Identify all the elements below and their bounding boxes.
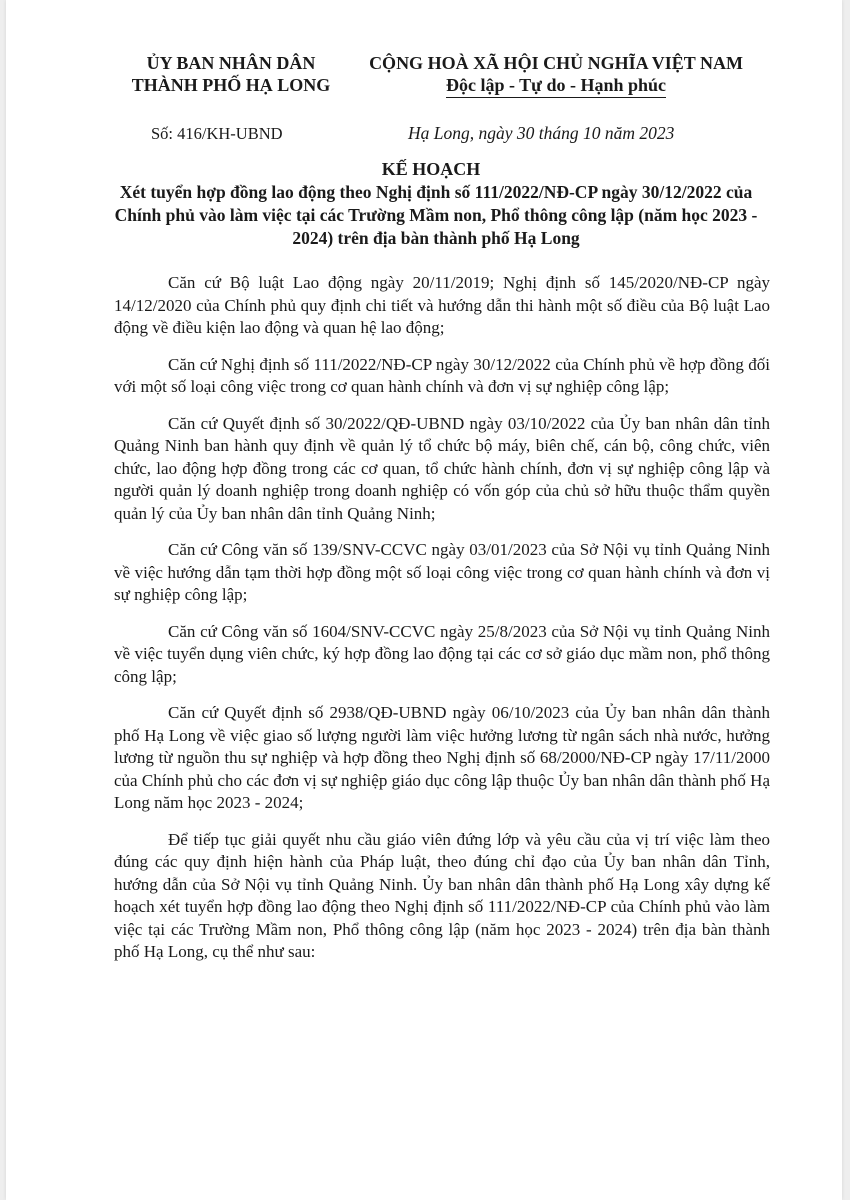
paragraph: Căn cứ Quyết định số 2938/QĐ-UBND ngày 06/10/2023 của Ủy ban nhân dân thành phố Hạ Long về việc giao số lượng người làm việc hưởng lương từ ngân sách nhà nước, hưởng lương từ nguồn thu sự nghiệp và hợp đồng theo Nghị định số 68/2000/NĐ-CP ngày 17/11/2000 của Chính phủ cho các đơn vị sự nghiệp giáo dục công lập thuộc Ủy ban nhân dân thành phố Hạ Long năm học 2023 - 2024; xyxy=(114,703,770,812)
document-subtitle: Xét tuyển hợp đồng lao động theo Nghị định số 111/2022/NĐ-CP ngày 30/12/2022 của Chính phủ vào làm việc tại các Trường Mầm non, Phổ thông công lập (năm học 2023 - 2024) trên địa bàn thành phố Hạ Long xyxy=(114,182,758,248)
agency-line-1: ỦY BAN NHÂN DÂN xyxy=(146,53,316,73)
agency-line-2: THÀNH PHỐ HẠ LONG xyxy=(131,75,331,95)
document-date: Hạ Long, ngày 30 tháng 10 năm 2023 xyxy=(408,123,675,143)
issuing-agency xyxy=(106,52,356,96)
national-header xyxy=(356,52,756,98)
document-number: Số: 416/KH-UBND xyxy=(151,124,283,143)
document-page xyxy=(6,0,842,1200)
paragraph: Căn cứ Công văn số 139/SNV-CCVC ngày 03/01/2023 của Sở Nội vụ tỉnh Quảng Ninh về việc hướng dẫn tạm thời hợp đồng một số loại công việc trong cơ quan hành chính và đơn vị sự nghiệp công lập; xyxy=(114,540,770,604)
paragraph: Căn cứ Bộ luật Lao động ngày 20/11/2019; Nghị định số 145/2020/NĐ-CP ngày 14/12/2020 của Chính phủ quy định chi tiết và hướng dẫn thi hành một số điều của Bộ luật Lao động về điều kiện lao động và quan hệ lao động; xyxy=(114,273,770,337)
document-title: KẾ HOẠCH xyxy=(381,159,481,179)
nation-name: CỘNG HOÀ XÃ HỘI CHỦ NGHĨA VIỆT NAM xyxy=(369,53,743,73)
document-body xyxy=(114,272,770,964)
paragraph: Để tiếp tục giải quyết nhu cầu giáo viên đứng lớp và yêu cầu của vị trí việc làm theo đúng các quy định hiện hành của Pháp luật, theo đúng chỉ đạo của Ủy ban nhân dân Tỉnh, hướng dẫn của Sở Nội vụ tỉnh Quảng Ninh. Ủy ban nhân dân thành phố Hạ Long xây dựng kế hoạch xét tuyển hợp đồng lao động theo Nghị định số 111/2022/NĐ-CP của Chính phủ vào làm việc tại các Trường Mầm non, Phổ thông công lập (năm học 2023 - 2024) trên địa bàn thành phố Hạ Long, cụ thể như sau: xyxy=(114,829,770,961)
paragraph: Căn cứ Công văn số 1604/SNV-CCVC ngày 25/8/2023 của Sở Nội vụ tỉnh Quảng Ninh về việc tuyển dụng viên chức, ký hợp đồng lao động tại các cơ sở giáo dục mầm non, phổ thông công lập; xyxy=(114,621,770,686)
paragraph: Căn cứ Nghị định số 111/2022/NĐ-CP ngày 30/12/2022 của Chính phủ về hợp đồng đối với một số loại công việc trong cơ quan hành chính và đơn vị sự nghiệp công lập; xyxy=(114,354,770,396)
national-motto: Độc lập - Tự do - Hạnh phúc xyxy=(446,74,666,98)
paragraph: Căn cứ Quyết định số 30/2022/QĐ-UBND ngày 03/10/2022 của Ủy ban nhân dân tỉnh Quảng Ninh ban hành quy định về quản lý tổ chức bộ máy, biên chế, cán bộ, công chức, viên chức, lao động hợp đồng trong các cơ quan, tổ chức hành chính, đơn vị sự nghiệp công lập và người quản lý doanh nghiệp trong doanh nghiệp có vốn góp của chủ sở hữu thuộc thẩm quyền quản lý của Ủy ban nhân dân tỉnh Quảng Ninh; xyxy=(114,413,770,523)
